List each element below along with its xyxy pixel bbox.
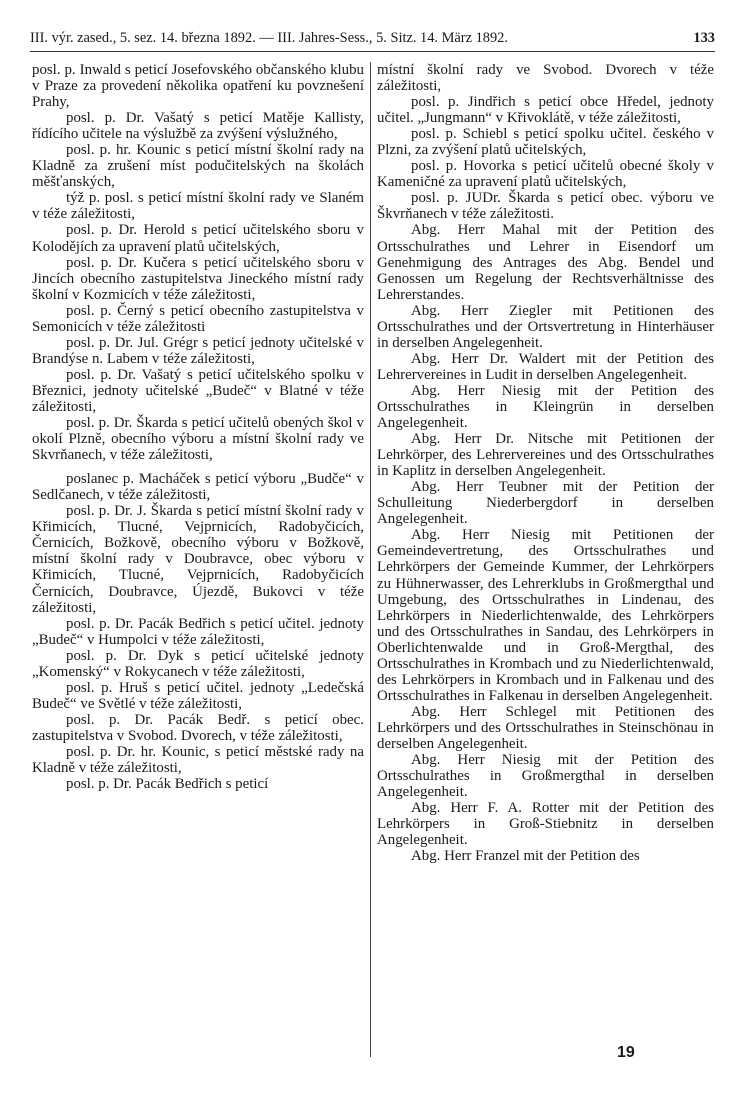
paragraph: Abg. Herr F. A. Rotter mit der Petition des Lehrkörpers in Groß-Stiebnitz in derselben Angelegenheit. [377,800,714,849]
paragraph: posl. p. Dr. Dyk s peticí učitelské jednoty „Komenský“ v Rokycanech v téže záležitosti, [32,647,364,680]
right-column-german [377,62,714,1086]
paragraph: Abg. Herr Dr. Waldert mit der Petition des Lehrervereines in Ludit in derselben Angelegenheit. [377,350,714,383]
sheet-number: 19 [617,1044,635,1061]
paragraph: Abg. Herr Dr. Nitsche mit Petitionen der Lehrkörper, des Lehrervereines und des Ortsschulrathes in Kaplitz in derselben Angelegenheit. [377,431,714,480]
paragraph: posl. p. Dr. Škarda s peticí učitelů obených škol v okolí Plzně, obecního výboru a místní školní rady ve Skvrňanech, v téže záležitosti, [32,415,364,464]
paragraph: Abg. Herr Franzel mit der Petition des [411,848,640,865]
paragraph: místní školní rady ve Svobod. Dvorech v téže záležitosti, [377,62,714,95]
header-session-info: III. výr. zased., 5. sez. 14. března 1892. — III. Jahres-Sess., 5. Sitz. 14. März 1892. [30,30,508,46]
paragraph: Abg. Herr Mahal mit der Petition des Ortsschulrathes und Lehrer in Eisendorf um Genehmigung des Antrages des Abg. Bendel und Genossen um Regelung der Rechtsverhältnisse des Lehrerstandes. [377,222,714,303]
paragraph: Abg. Herr Ziegler mit Petitionen des Ortsschulrathes und der Ortsvertretung in Hinterhäuser in derselben Angelegenheit. [377,302,714,351]
paragraph: posl. p. Dr. Vašatý s peticí Matěje Kallisty, řídícího učitele na výslužbě za zvýšení výslužného, [32,110,364,143]
paragraph: posl. p. Dr. hr. Kounic, s peticí městské rady na Kladně v téže záležitosti, [32,743,364,777]
paragraph: posl. p. Dr. Pacák Bedřich s peticí [66,776,269,793]
paragraph: Abg. Herr Niesig mit Petitionen der Gemeindevertretung, des Ortsschulrathes und Lehrkörpers der Gemeinde Kummer, der Lehrkörpers zu Hühnerwasser, des Lehrerklubs in Großmergthal und Umgebung, des Ortsschulrathes in Lindenau, des Lehrkörpers in Niederlichtenwalde, des Lehrkörpers und des Ortsschulrathes in Sandau, des Lehrkörpers in Oberlichtenwalde und in Groß-Mergthal, des Ortsschulrathes in Krombach und zu Niederlichtenwald, des Lehrkörpers in Krombach und in Falkenau und des Ortsschulrathes in Falkenau in derselben Angelegenheit. [377,527,714,704]
paragraph: týž p. posl. s peticí místní školní rady ve Slaném v téže záležitosti, [32,190,364,223]
paragraph: posl. p. Dr. Jul. Grégr s peticí jednoty učitelské v Brandýse n. Labem v téže záležitosti, [32,334,364,367]
paragraph: posl. p. Dr. Kučera s peticí učitelského sboru v Jincích obecního zastupitelstva Jineckého místní rady školní v Kozmicích v téže záležitosti, [32,254,364,303]
header-rule [30,51,715,52]
paragraph: posl. p. hr. Kounic s peticí místní školní rady na Kladně za zrušení míst podučitelských na školách měšťanských, [32,142,364,191]
header-page-number: 133 [693,30,715,46]
paragraph: posl. p. Dr. Vašatý s peticí učitelského spolku v Březnici, jednoty učitelské „Budeč“ v Blatné v téže záležitosti, [32,366,364,415]
paragraph: posl. p. Dr. Pacák Bedř. s peticí obec. zastupitelstva v Svobod. Dvorech, v téže záležitosti, [32,711,364,744]
paragraph: poslanec p. Macháček s peticí výboru „Budče“ v Sedlčanech, v téže záležitosti, [32,471,364,504]
left-column-czech [32,62,364,1086]
paragraph: posl. p. Černý s peticí obecního zastupitelstva v Semonicích v téže záležitosti [32,302,364,335]
paragraph: posl. p. Inwald s peticí Josefovského občanského klubu v Praze za provedení několika opatření ku povznešení Prahy, [32,62,364,111]
paragraph: posl. p. JUDr. Škarda s peticí obec. výboru ve Škvrňanech v téže záležitosti. [377,190,714,223]
paragraph: Abg. Herr Niesig mit der Petition des Ortsschulrathes in Kleingrün in derselben Angelegenheit. [377,382,714,432]
paragraph: posl. p. Hruš s peticí učitel. jednoty „Ledečská Budeč“ ve Světlé v téže záležitosti, [32,679,364,712]
paragraph: posl. p. Schiebl s peticí spolku učitel. českého v Plzni, za zvýšení platů učitelských, [377,126,714,159]
column-divider [370,62,371,1057]
paragraph: Abg. Herr Niesig mit der Petition des Ortsschulrathes in Großmergthal in derselben Angelegenheit. [377,752,714,801]
paragraph: posl. p. Hovorka s peticí učitelů obecné školy v Kameničné za upravení platů učitelských, [377,158,714,191]
paragraph: Abg. Herr Teubner mit der Petition der Schulleitung Niederbergdorf in derselben Angelegenheit. [377,479,714,528]
paragraph: posl. p. Jindřich s peticí obce Hředel, jednoty učitel. „Jungmann“ v Křivoklátě, v téže záležitosti, [377,94,714,127]
paragraph: posl. p. Dr. Herold s peticí učitelského sboru v Kolodějích za upravení platů učitelských, [32,222,364,255]
paragraph: posl. p. Dr. Pacák Bedřich s peticí učitel. jednoty „Budeč“ v Humpolci v téže záležitosti, [32,615,364,648]
paragraph: posl. p. Dr. J. Škarda s peticí místní školní rady v Křimicích, Tlucné, Vejprnicích, Radobyčicích, Černicích, Božkově, obecního výboru v Božkově, místní školní rady v Doubravce, obec výboru v Křimicích, Tlucné, Vejprnicích, Radobyčicích Černicích, Doubravce, Újezdě, Bukovci v téže záležitosti, [32,503,364,616]
paragraph: Abg. Herr Schlegel mit Petitionen des Lehrkörpers und des Ortsschulrathes in Steinschönau in derselben Angelegenheit. [377,703,714,752]
